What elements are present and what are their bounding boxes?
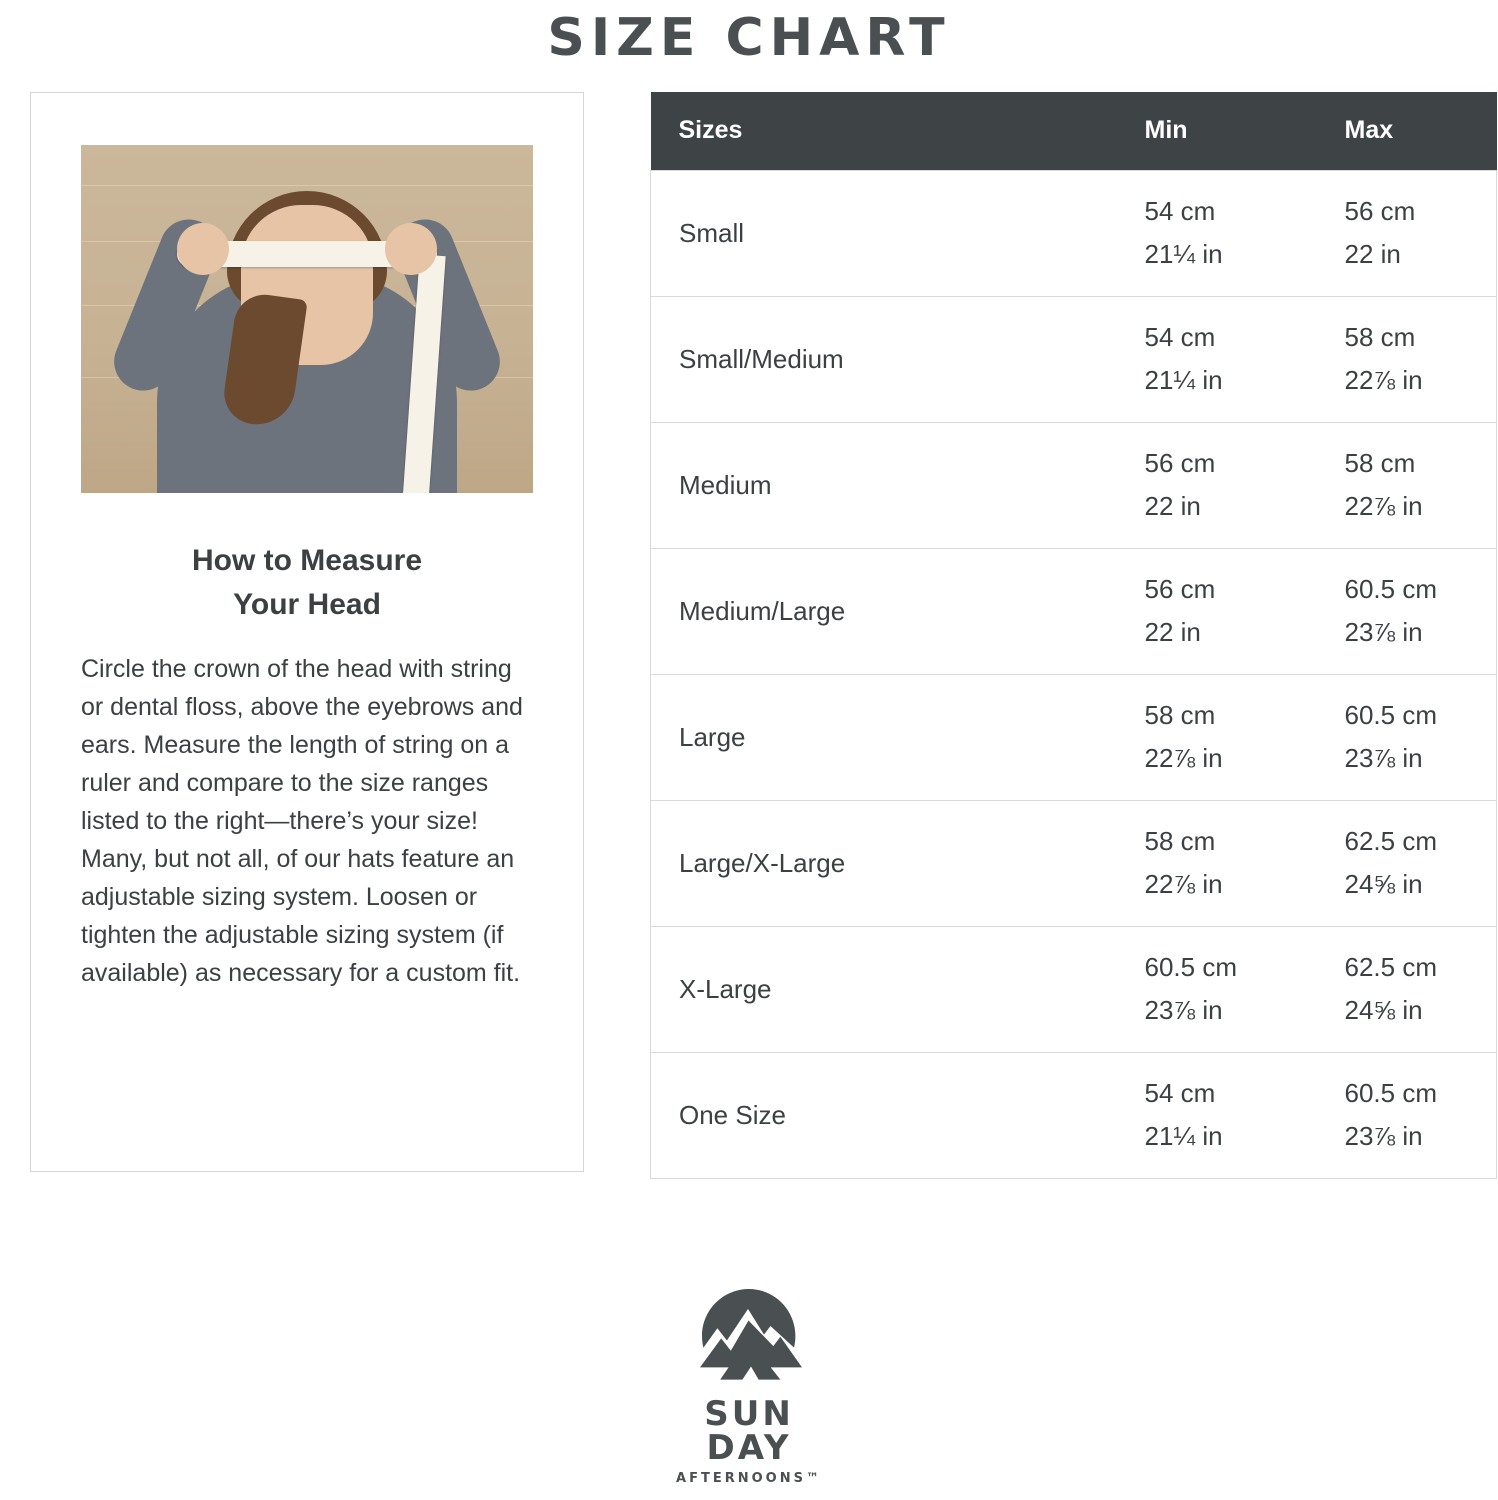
cell-min <box>1117 674 1317 800</box>
cell-min <box>1117 926 1317 1052</box>
cell-max <box>1317 296 1497 422</box>
cell-max <box>1317 170 1497 296</box>
max-cm: 60.5 cm <box>1344 700 1437 730</box>
table-row <box>651 926 1497 1052</box>
measuring-head-photo <box>81 145 533 493</box>
table-header-row <box>651 92 1497 170</box>
table-row <box>651 422 1497 548</box>
table-row <box>651 548 1497 674</box>
cell-size: Medium/Large <box>651 548 1117 674</box>
cell-min <box>1117 422 1317 548</box>
page-title: SIZE CHART <box>547 8 951 68</box>
max-cm: 58 cm <box>1344 448 1416 478</box>
cell-size: Large <box>651 674 1117 800</box>
min-in: 22 in <box>1144 617 1201 647</box>
table-body <box>651 170 1497 1178</box>
min-in: 21¼ in <box>1144 239 1223 269</box>
cell-min <box>1117 1052 1317 1178</box>
max-cm: 60.5 cm <box>1344 574 1437 604</box>
min-cm: 58 cm <box>1144 700 1216 730</box>
cell-size: X-Large <box>651 926 1117 1052</box>
brand-line-3: AFTERNOONS™ <box>676 1471 822 1486</box>
min-cm: 54 cm <box>1144 1078 1216 1108</box>
cell-max <box>1317 422 1497 548</box>
header-sizes: Sizes <box>651 92 1117 170</box>
cell-size: Large/X-Large <box>651 800 1117 926</box>
max-cm: 60.5 cm <box>1344 1078 1437 1108</box>
table-row <box>651 1052 1497 1178</box>
table-row <box>651 674 1497 800</box>
max-cm: 62.5 cm <box>1344 952 1437 982</box>
max-in: 23⅞ in <box>1344 1121 1423 1151</box>
cell-max <box>1317 800 1497 926</box>
heading-line-2: Your Head <box>233 587 381 621</box>
cell-max <box>1317 926 1497 1052</box>
min-in: 22 in <box>1144 491 1201 521</box>
max-in: 24⅝ in <box>1344 869 1423 899</box>
max-cm: 58 cm <box>1344 322 1416 352</box>
max-cm: 56 cm <box>1344 196 1416 226</box>
brand-footer <box>0 1285 1498 1486</box>
min-in: 22⅞ in <box>1144 869 1223 899</box>
min-cm: 54 cm <box>1144 196 1216 226</box>
min-in: 22⅞ in <box>1144 743 1223 773</box>
size-table-wrapper <box>650 92 1496 1179</box>
cell-min <box>1117 800 1317 926</box>
cell-size: One Size <box>651 1052 1117 1178</box>
header-min: Min <box>1117 92 1317 170</box>
cell-max <box>1317 674 1497 800</box>
max-in: 22⅞ in <box>1344 365 1423 395</box>
main-content <box>0 92 1498 1179</box>
min-cm: 58 cm <box>1144 826 1216 856</box>
min-cm: 60.5 cm <box>1144 952 1237 982</box>
max-in: 23⅞ in <box>1344 743 1423 773</box>
min-in: 21¼ in <box>1144 365 1223 395</box>
cell-size: Small/Medium <box>651 296 1117 422</box>
how-to-measure-heading <box>81 539 533 626</box>
max-in: 22⅞ in <box>1344 491 1423 521</box>
size-table <box>650 92 1497 1179</box>
table-row <box>651 800 1497 926</box>
min-cm: 56 cm <box>1144 574 1216 604</box>
max-in: 23⅞ in <box>1344 617 1423 647</box>
min-cm: 56 cm <box>1144 448 1216 478</box>
max-in: 24⅝ in <box>1344 995 1423 1025</box>
min-in: 23⅞ in <box>1144 995 1223 1025</box>
max-cm: 62.5 cm <box>1344 826 1437 856</box>
heading-line-1: How to Measure <box>191 544 423 577</box>
how-to-measure-card <box>30 92 584 1172</box>
how-to-measure-body: Circle the crown of the head with string or dental floss, above the eyebrows and ears. Measure the length of string on a ruler and compare to the size ranges listed to the right—there’s your size! Many, but not all, of our hats feature an adjustable sizing system. Loosen or tighten the adjustable sizing system (if available) as necessary for a custom fit. <box>81 655 523 987</box>
brand-line-1: SUN <box>704 1394 794 1434</box>
header-max: Max <box>1317 92 1497 170</box>
cell-max <box>1317 1052 1497 1178</box>
cell-max <box>1317 548 1497 674</box>
brand-line-2: DAY <box>706 1428 792 1468</box>
min-in: 21¼ in <box>1144 1121 1223 1151</box>
cell-min <box>1117 548 1317 674</box>
cell-min <box>1117 296 1317 422</box>
table-row <box>651 296 1497 422</box>
min-cm: 54 cm <box>1144 322 1216 352</box>
cell-size: Medium <box>651 422 1117 548</box>
mountain-sun-logo-icon <box>674 1285 824 1395</box>
table-row <box>651 170 1497 296</box>
cell-size: Small <box>651 170 1117 296</box>
cell-min <box>1117 170 1317 296</box>
max-in: 22 in <box>1344 239 1401 269</box>
